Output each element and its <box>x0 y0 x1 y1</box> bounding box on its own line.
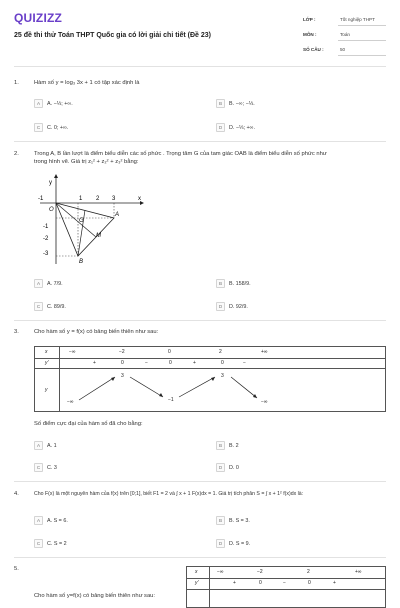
option-text: A. 1 <box>47 442 57 449</box>
x-tick-label: 3 <box>112 196 116 202</box>
page-title: 25 đề thi thử Toán THPT Quốc gia có lời giải chi tiết (Đề 23) <box>14 32 211 39</box>
y-label: y <box>45 387 48 393</box>
question-number: 2. <box>14 151 19 157</box>
y-tick-label: -2 <box>43 236 49 242</box>
arrow-up <box>179 377 215 397</box>
arrow-down <box>231 377 257 398</box>
option-b[interactable] <box>216 279 251 288</box>
x-tick-label: -1 <box>38 196 44 202</box>
x-value: −∞ <box>69 349 76 355</box>
option-b[interactable] <box>216 441 239 450</box>
sign: + <box>93 360 96 366</box>
sign: − <box>283 580 286 586</box>
option-letter-box: B <box>216 99 225 108</box>
option-letter-box: D <box>216 539 225 548</box>
option-letter-box: C <box>34 539 43 548</box>
option-text: C. 3 <box>47 464 57 471</box>
x-value: −2 <box>257 569 263 575</box>
x-value: 2 <box>219 349 222 355</box>
option-text: D. 0 <box>229 464 239 471</box>
point-label: B <box>79 259 84 265</box>
sign: 0 <box>308 580 311 586</box>
meta-subject-value: Toán <box>340 32 350 37</box>
sign: − <box>243 360 246 366</box>
option-d[interactable] <box>216 123 255 132</box>
y-value: 3 <box>121 373 124 379</box>
x-value: +∞ <box>261 349 268 355</box>
option-text: B. 2 <box>229 442 239 449</box>
x-tick-label: 2 <box>96 196 100 202</box>
sign: 0 <box>169 360 172 366</box>
option-letter-box: B <box>216 516 225 525</box>
option-text: C. 0; +∞. <box>47 124 69 131</box>
option-d[interactable] <box>216 539 250 548</box>
option-b[interactable] <box>216 516 250 525</box>
point-label: M <box>96 233 101 239</box>
option-d[interactable] <box>216 302 248 311</box>
y-value: −∞ <box>261 399 268 405</box>
option-letter-box: A <box>34 516 43 525</box>
point-label: G <box>79 218 84 224</box>
option-a[interactable] <box>34 441 57 450</box>
meta-divider <box>338 40 386 41</box>
yprime-label: y' <box>45 360 49 366</box>
x-value: 0 <box>168 349 171 355</box>
option-letter-box: B <box>216 279 225 288</box>
question-text: Hàm số y = log₃ 3x + 1 có tập xác định là <box>34 80 140 86</box>
x-axis-label: x <box>138 196 141 202</box>
y-value: −1 <box>168 397 174 403</box>
option-letter-box: C <box>34 123 43 132</box>
question-divider <box>14 141 386 142</box>
option-text: B. 158/9. <box>229 280 251 287</box>
option-text: C. S = 2 <box>47 540 67 547</box>
x-value: −∞ <box>217 569 224 575</box>
y-value: 3 <box>221 373 224 379</box>
x-value: 2 <box>307 569 310 575</box>
option-letter-box: B <box>216 441 225 450</box>
question-text: Trong A, B lần lượt là điểm biểu diễn các số phức . Trọng tâm G của tam giác OAB là điểm biểu diễn số phức như <box>34 151 327 157</box>
option-a[interactable] <box>34 516 68 525</box>
option-d[interactable] <box>216 463 239 472</box>
complex-plane-graph <box>34 170 146 270</box>
meta-divider <box>338 25 386 26</box>
point-label: A <box>115 212 120 218</box>
question-text: Cho F(x) là một nguyên hàm của f(x) trên [0;1], biết F1 = 2 và ∫ x + 1 F(x)dx = 1. Giá trị tích phân S = ∫ x + 1² f(x)dx là: <box>34 491 304 497</box>
variation-table <box>34 346 386 412</box>
sign: 0 <box>221 360 224 366</box>
question-number: 1. <box>14 80 19 86</box>
meta-class-value: Tốt nghiệp THPT <box>340 17 375 22</box>
option-letter-box: A <box>34 99 43 108</box>
question-text: Cho hàm số y = f(x) có bảng biến thiên như sau: <box>34 329 159 335</box>
variation-table <box>186 566 386 608</box>
option-letter-box: D <box>216 463 225 472</box>
question-number: 3. <box>14 329 19 335</box>
option-c[interactable] <box>34 539 67 548</box>
option-text: D. −⅓; +∞. <box>229 124 256 131</box>
sign: 0 <box>259 580 262 586</box>
option-letter-box: D <box>216 123 225 132</box>
median-line <box>78 210 85 256</box>
sign: + <box>193 360 196 366</box>
option-letter-box: A <box>34 279 43 288</box>
sign: 0 <box>121 360 124 366</box>
option-letter-box: A <box>34 441 43 450</box>
sign: − <box>145 360 148 366</box>
option-text: B. S = 3. <box>229 517 250 524</box>
arrow-down <box>130 377 163 397</box>
option-text: C. 89/9. <box>47 303 66 310</box>
option-letter-box: C <box>34 463 43 472</box>
y-value: −∞ <box>67 399 74 405</box>
option-c[interactable] <box>34 463 57 472</box>
y-axis-label: y <box>49 180 52 186</box>
question-divider <box>14 557 386 558</box>
question-subtext: Số điểm cực đại của hàm số đã cho bằng: <box>34 421 143 427</box>
option-letter-box: C <box>34 302 43 311</box>
y-axis-arrow <box>54 174 58 178</box>
option-text: A. 7/9. <box>47 280 63 287</box>
header-divider <box>14 66 386 67</box>
option-b[interactable] <box>216 99 255 108</box>
arrow-up <box>79 377 115 400</box>
variation-arrows <box>35 368 385 411</box>
point-label: O <box>49 207 54 213</box>
question-number: 4. <box>14 491 19 497</box>
meta-subject-label: MÔN : <box>303 32 317 37</box>
option-c[interactable] <box>34 123 68 132</box>
option-letter-box: D <box>216 302 225 311</box>
option-a[interactable] <box>34 279 63 288</box>
question-divider <box>14 481 386 482</box>
x-tick-label: 1 <box>79 196 83 202</box>
arrow-head <box>253 394 257 398</box>
meta-count-value: 50 <box>340 47 346 52</box>
option-text: D. 92/9. <box>229 303 248 310</box>
meta-divider <box>338 55 386 56</box>
option-c[interactable] <box>34 302 66 311</box>
sign: + <box>233 580 236 586</box>
sign: + <box>333 580 336 586</box>
question-divider <box>14 320 386 321</box>
question-number: 5. <box>14 566 19 572</box>
option-text: A. −⅓; +∞. <box>47 100 73 107</box>
option-a[interactable] <box>34 99 73 108</box>
question-text: trong hình vẽ. Giá trị z₁² + z₂² + z₃² bằng: <box>34 159 139 165</box>
quizizz-logo: QUIZIZZ <box>14 11 63 25</box>
x-label: x <box>45 349 48 355</box>
x-value: +∞ <box>355 569 362 575</box>
yprime-label: y' <box>195 580 199 586</box>
meta-count-label: SỐ CÂU : <box>303 47 324 52</box>
table-row <box>187 578 385 590</box>
option-text: B. −∞; −⅓. <box>229 100 255 107</box>
x-value: −2 <box>119 349 125 355</box>
meta-class-label: LỚP : <box>303 17 316 22</box>
y-tick-label: -3 <box>43 251 49 257</box>
x-label: x <box>195 569 198 575</box>
question-text: Cho hàm số y=f(x) có bảng biến thiên như sau: <box>34 593 156 599</box>
option-text: A. S = 6. <box>47 517 68 524</box>
option-text: D. S = 9. <box>229 540 251 547</box>
y-tick-label: -1 <box>43 224 49 230</box>
